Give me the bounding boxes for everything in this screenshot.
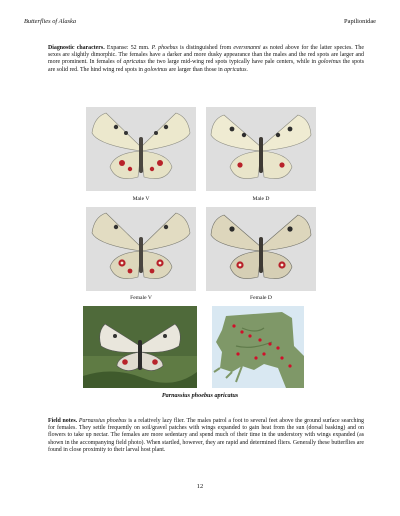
- running-header-family: Papilionidae: [344, 18, 376, 25]
- field-photo: [83, 306, 197, 388]
- text-run: Expanse: 52 mm.: [104, 45, 152, 51]
- butterfly-image: [206, 207, 316, 291]
- species-name: P. phoebus: [151, 45, 178, 51]
- subspecies-name: apricatus: [224, 66, 247, 73]
- specimen-photo-female-ventral: [86, 207, 196, 291]
- text-run: are larger than those in: [167, 66, 225, 73]
- alaska-map-image: [212, 306, 304, 388]
- subspecies-name: golovinus: [317, 59, 341, 66]
- specimen-photo-male-ventral: [86, 107, 196, 191]
- butterfly-image: [206, 107, 316, 191]
- text-run: the spots are solid red. The hind wing red spots in: [48, 59, 364, 73]
- text-run: is a relatively lazy flier. The males patrol a foot to several feet above the ground surface searching for females. They settle frequently on soil/gravel patches with wings expanded to gain heat from the sun (dorsal basking) and on flowers to take up nectar. The females are more sedentary and spend much of their time in the understory with wings expanded (as shown in the accompanying field photo). When startled, however, they are rapid and determined fliers. Generally these butterflies are found in close proximity to their larval host plant.: [48, 418, 364, 453]
- running-header-title: Butterflies of Alaska: [24, 18, 77, 25]
- diagnostic-heading: Diagnostic characters.: [48, 45, 105, 51]
- text-run: is distinguished from: [177, 45, 234, 51]
- text-run: as noted above for the latter species. The sexes are slightly dimorphic. The females have a darker and more dusky appearance than the males and the red spots are larger and more prominent. In females of: [48, 45, 364, 66]
- subspecies-name: golovinus: [144, 66, 168, 73]
- subspecies-name: apricatus: [123, 59, 146, 66]
- page-number: 12: [196, 483, 204, 490]
- specimen-photo-male-dorsal: [206, 107, 316, 191]
- diagnostic-paragraph: [48, 45, 364, 74]
- caption-male-v: Male V: [132, 196, 150, 202]
- specimen-photo-female-dorsal: [206, 207, 316, 291]
- text-run: the two large mid-wing red spots typically have pale centers, while in: [145, 59, 318, 66]
- species-name: Parnassius phoebus: [78, 418, 127, 424]
- field-photo-image: [83, 306, 197, 388]
- text-run: .: [246, 66, 248, 73]
- caption-female-d: Female D: [250, 295, 272, 301]
- caption-male-d: Male D: [252, 196, 270, 202]
- butterfly-image: [86, 207, 196, 291]
- caption-female-v: Female V: [130, 295, 152, 301]
- butterfly-image: [86, 107, 196, 191]
- distribution-map: [212, 306, 304, 388]
- field-notes-heading: Field notes.: [48, 418, 78, 424]
- species-name: eversmanni: [233, 45, 261, 51]
- field-notes-paragraph: [48, 418, 364, 454]
- plate-caption: Parnassius phoebus apricatus: [161, 392, 239, 399]
